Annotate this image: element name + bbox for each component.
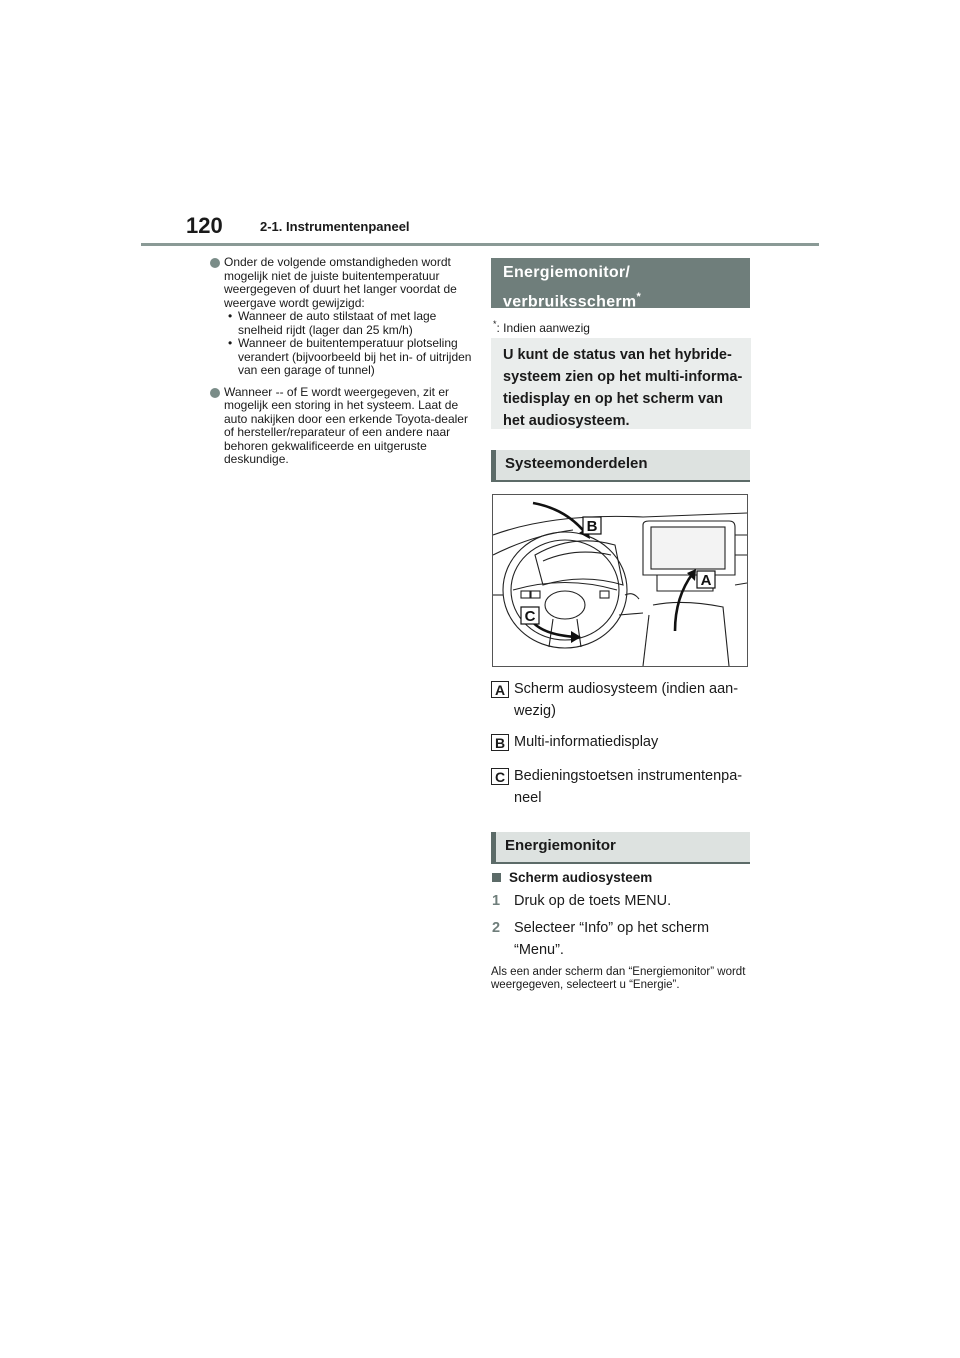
bullet-dot-icon (210, 258, 220, 268)
step-number: 2 (492, 920, 501, 936)
legend-item-c (491, 765, 751, 813)
figure-label-a: A (700, 572, 712, 589)
note-system-fault (210, 386, 472, 467)
legend-text: Scherm audiosysteem (indien aan-wezig) (514, 681, 739, 719)
bullet-dot-icon (210, 388, 220, 398)
main-heading-line1: Energiemonitor/ (503, 264, 631, 281)
section-title: 2-1. Instrumentenpaneel (260, 219, 410, 234)
step-number: 1 (492, 893, 501, 909)
page-number: 120 (186, 213, 223, 238)
legend-key: B (491, 734, 509, 751)
dashboard-drawing (493, 495, 747, 666)
summary-box (491, 338, 751, 429)
notes-column (210, 256, 472, 475)
figure-label-b: B (586, 518, 598, 535)
summary-text: U kunt de status van het hybride-systeem zien op het multi-informa-tiedisplay en op het scherm van het audiosysteem. (503, 347, 743, 429)
sub-bullet: • Wanneer de buitentemperatuur plotseling verandert (bijvoorbeeld bij het in- of uitrijden van een garage of tunnel) (228, 336, 472, 377)
dashboard-illustration (492, 494, 748, 667)
step-2 (492, 917, 752, 963)
heading-components: Systeemonderdelen (491, 450, 750, 480)
legend-key: A (491, 681, 509, 698)
legend-item-b (491, 731, 751, 755)
legend-text: Multi-informatiedisplay (514, 734, 659, 750)
step-1 (492, 890, 752, 914)
note-text: Onder de volgende omstandigheden wordt mogelijk niet de juiste buitentemperatuur weergegeven of duurt het langer voordat de weergave wordt gewijzigd: (224, 255, 457, 310)
main-heading-line2: verbruiksscherm (503, 293, 637, 311)
footnote-marker: * (636, 291, 642, 303)
heading-energy-monitor: Energiemonitor (491, 832, 750, 862)
square-bullet-icon (492, 873, 501, 882)
main-heading (491, 258, 750, 311)
legend-key: C (491, 768, 509, 785)
header-divider (141, 243, 819, 246)
step-text: Druk op de toets MENU. (514, 893, 672, 909)
footnote: *: Indien aanwezig (493, 319, 590, 335)
note-outside-temperature (210, 256, 472, 378)
legend-item-a (491, 678, 751, 726)
note-text: Wanneer -- of E wordt weergegeven, zit er mogelijk een storing in het systeem. Laat de auto nakijken door een erkende Toyota-dealer of hersteller/reparateur of een andere naar behoren gekwalificeerde en uitgeruste deskundige. (224, 384, 468, 466)
subheading-audio-screen: Scherm audiosysteem (492, 870, 652, 885)
legend-text: Bedieningstoetsen instrumentenpa-neel (514, 768, 743, 806)
closing-note: Als een ander scherm dan “Energiemonitor” wordt weergegeven, selecteert u “Energie”. (491, 966, 746, 991)
sub-bullet: • Wanneer de auto stilstaat of met lage snelheid rijdt (lager dan 25 km/h) (228, 309, 437, 337)
step-text: Selecteer “Info” op het scherm “Menu”. (514, 920, 710, 958)
figure-label-c: C (524, 608, 536, 625)
